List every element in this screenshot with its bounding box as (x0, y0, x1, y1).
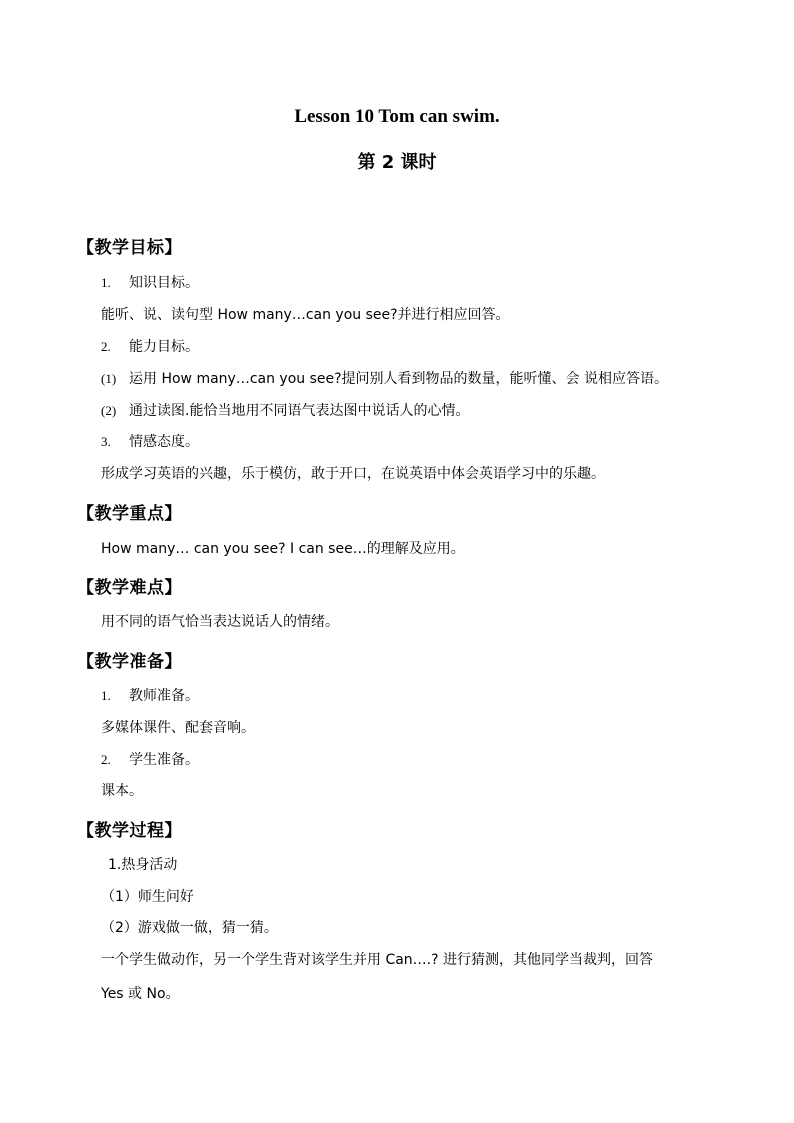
list-number: 2. (101, 339, 111, 354)
preparation-item-2 (101, 749, 199, 769)
objective-item-2 (101, 336, 199, 356)
process-step-1c-line2: Yes 或 No。 (101, 986, 180, 1002)
section-heading-key-points: 【教学重点】 (77, 504, 182, 524)
section-heading-difficulties: 【教学难点】 (77, 578, 182, 598)
list-item-text: 通过读图.能恰当地用不同语气表达图中说话人的心情。 (129, 403, 470, 419)
list-item-text: 学生准备。 (129, 752, 199, 768)
list-number: 2. (101, 752, 111, 767)
process-step-1c-line1: 一个学生做动作，另一个学生背对该学生并用 Can….? 进行猜测，其他同学当裁判，回答 (101, 952, 654, 968)
list-item-text: 教师准备。 (129, 688, 199, 704)
section-heading-process: 【教学过程】 (77, 821, 182, 841)
preparation-item-1-detail: 多媒体课件、配套音响。 (101, 720, 255, 736)
preparation-item-1 (101, 685, 199, 705)
preparation-item-2-detail: 课本。 (101, 783, 143, 799)
process-step-1a: （1）师生问好 (101, 889, 194, 905)
process-step-1: 1.热身活动 (108, 857, 178, 873)
list-item-text: 能力目标。 (129, 339, 199, 355)
objective-subitem-1 (101, 368, 668, 388)
list-item-text: 运用 How many…can you see?提问别人看到物品的数量，能听懂、会 说相应答语。 (129, 371, 668, 387)
difficulties-text: 用不同的语气恰当表达说话人的情绪。 (101, 614, 339, 630)
list-number: (2) (101, 403, 117, 418)
objective-item-1 (101, 272, 199, 292)
list-item-text: 情感态度。 (129, 434, 199, 450)
section-heading-objectives: 【教学目标】 (77, 238, 182, 258)
list-number: 1. (101, 275, 111, 290)
objective-item-3-detail: 形成学习英语的兴趣，乐于模仿，敢于开口，在说英语中体会英语学习中的乐趣。 (101, 466, 605, 482)
list-item-text: 知识目标。 (129, 275, 199, 291)
list-number: (1) (101, 371, 117, 386)
key-points-text: How many… can you see? I can see…的理解及应用。 (101, 541, 465, 557)
list-number: 1. (101, 688, 111, 703)
objective-item-1-detail: 能听、说、读句型 How many…can you see?并进行相应回答。 (101, 307, 510, 323)
objective-item-3 (101, 431, 199, 451)
lesson-subtitle: 第 2 课时 (357, 152, 437, 173)
section-heading-preparation: 【教学准备】 (77, 652, 182, 672)
list-number: 3. (101, 434, 111, 449)
process-step-1b: （2）游戏做一做，猜一猜。 (101, 920, 278, 936)
lesson-title: Lesson 10 Tom can swim. (294, 106, 500, 127)
objective-subitem-2 (101, 400, 469, 420)
